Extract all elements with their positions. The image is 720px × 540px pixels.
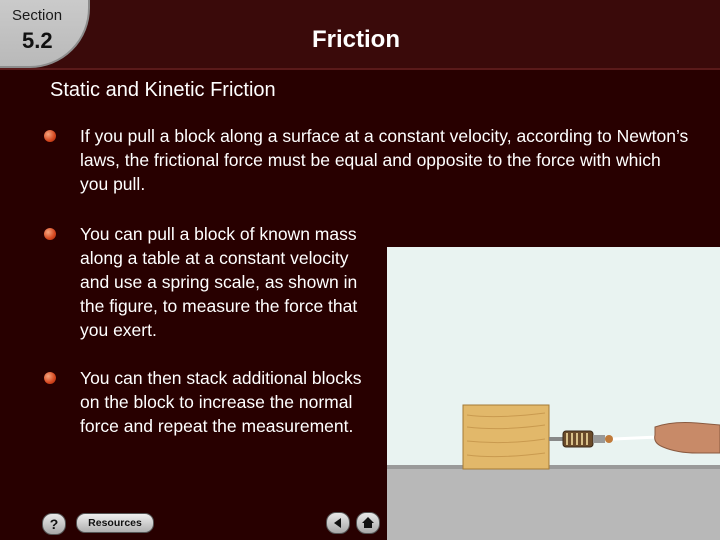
resources-button[interactable]: Resources [76, 513, 154, 533]
home-button[interactable] [356, 512, 380, 534]
slide-title: Friction [312, 26, 400, 53]
bullet-text-1: If you pull a block along a surface at a constant velocity, according to Newton’s laws, the frictional force must be equal and opposite to the force with which you pull. [80, 126, 689, 194]
table-edge [387, 465, 720, 469]
help-icon: ? [49, 516, 59, 532]
bullet-marker-1 [44, 130, 56, 142]
bullet-text-2: You can pull a block of known mass along a table at a constant velocity and use a spring scale, as shown in the figure, to measure the force that you exert. [80, 224, 358, 340]
home-icon [357, 513, 379, 533]
slide-subtitle: Static and Kinetic Friction [50, 79, 276, 101]
string [613, 437, 659, 439]
bullet-marker-3 [44, 372, 56, 384]
header-divider [0, 68, 720, 70]
spring-scale-figure [387, 247, 720, 540]
ring [605, 435, 613, 443]
bullet-text-3: You can then stack additional blocks on the block to increase the normal force and repeat the measurement. [80, 368, 362, 436]
scale-hook [593, 435, 605, 443]
help-button[interactable] [42, 513, 66, 535]
back-button[interactable] [326, 512, 350, 534]
section-label: Section [12, 7, 63, 24]
back-arrow-icon [327, 513, 349, 533]
bullet-marker-2 [44, 228, 56, 240]
wooden-block [463, 405, 549, 469]
section-number: 5.2 [22, 28, 53, 53]
hook [549, 437, 563, 441]
